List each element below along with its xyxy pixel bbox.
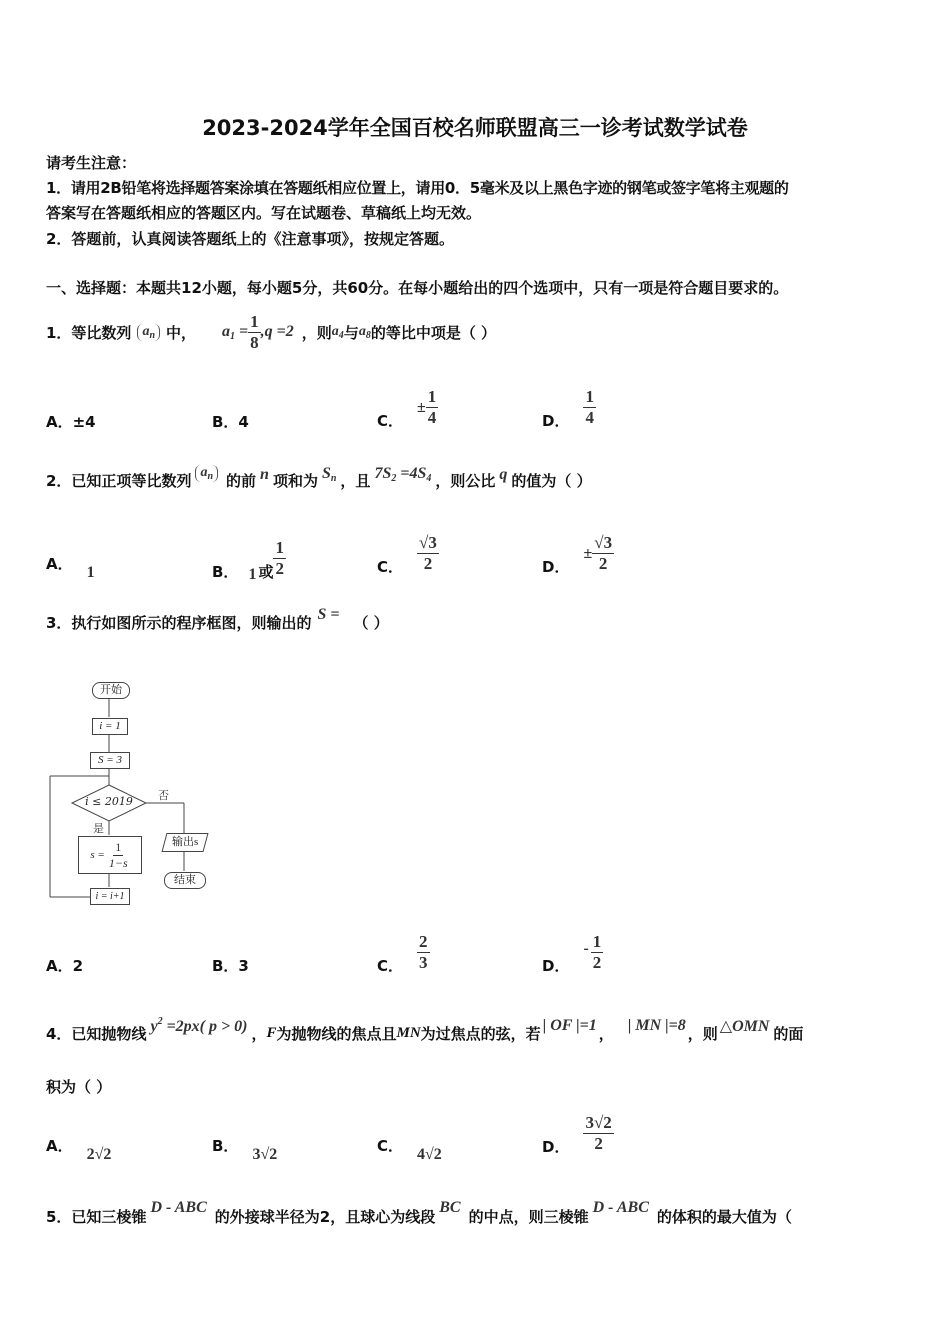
q1-option-c[interactable]: C． ± $\frac{1}{4}$ bbox=[377, 387, 437, 430]
flow-increment: i = i+1 bbox=[90, 888, 130, 905]
q1-a8: $a_8$ bbox=[358, 323, 371, 341]
flow-condition: i ≤ 2019 bbox=[85, 795, 133, 808]
q4-line-2: 积为（ ） bbox=[46, 1078, 112, 1096]
q4-option-c[interactable]: C． 4√2 bbox=[377, 1137, 442, 1163]
question-1 bbox=[46, 313, 496, 352]
q4-mn: | MN |=8 bbox=[627, 1016, 686, 1034]
notice-heading: 请考生注意： bbox=[46, 154, 137, 172]
q2-pre: 2．已知正项等比数列 bbox=[46, 472, 192, 490]
question-3: 3．执行如图所示的程序框图，则输出的 S = （ ） bbox=[46, 605, 389, 632]
q1-option-a[interactable]: A．±4 bbox=[46, 413, 96, 431]
flowchart bbox=[40, 675, 220, 910]
q3-option-d[interactable]: D． - $\frac{1}{2}$ bbox=[542, 932, 602, 975]
flow-no-label: 否 bbox=[158, 789, 169, 802]
q3-option-a[interactable]: A．2 bbox=[46, 957, 84, 975]
question-5: 5．已知三棱锥 D - ABC 的外接球半径为2，且球心为线段 BC 的中点，则三棱锥 D - ABC 的体积的最大值为（ bbox=[46, 1198, 792, 1226]
q5-pyramid-1: D - ABC bbox=[150, 1198, 207, 1216]
q2-S: $S_n$ bbox=[321, 465, 337, 484]
flow-assign: s = $\frac{1}{1-s}$ bbox=[78, 836, 142, 874]
q2-option-c[interactable]: C． $\frac{√3}{2}$ bbox=[377, 533, 437, 576]
flow-start: 开始 bbox=[92, 682, 130, 699]
q2-option-a[interactable]: A． 1 bbox=[46, 555, 95, 581]
q1-pre: 1．等比数列 bbox=[46, 323, 132, 342]
flow-output: 输出s bbox=[161, 833, 208, 852]
q1-option-b[interactable]: B．4 bbox=[212, 413, 249, 431]
q4-option-a[interactable]: A． 2√2 bbox=[46, 1137, 112, 1163]
q2-sequence: $a_n$ bbox=[195, 465, 218, 482]
q2-option-b[interactable]: B． 1 或 $\frac{1}{2}$ bbox=[212, 537, 284, 583]
question-4: 4．已知抛物线 $y^2 =2px$( p > 0) ， F 为抛物线的焦点且 MN 为过焦点的弦，若 | OF |=1 ， | MN |=8 ，则 △OMN 的面 bbox=[46, 1015, 804, 1043]
flow-init-i: i = 1 bbox=[92, 718, 128, 735]
q2-q: q bbox=[499, 465, 508, 483]
q1-post3: 的等比中项是（ ） bbox=[370, 323, 497, 342]
notice-line-2: 答案写在答题纸相应的答题区内。写在试题卷、草稿纸上均无效。 bbox=[46, 204, 482, 222]
notice-line-1: 1．请用2B铅笔将选择题答案涂填在答题纸相应位置上，请用0．5毫米及以上黑色字迹的钢笔或签字笔将主观题的 bbox=[46, 179, 789, 197]
notice-line-3: 2．答题前，认真阅读答题纸上的《注意事项》，按规定答题。 bbox=[46, 230, 454, 248]
q4-of: | OF |=1 bbox=[542, 1016, 597, 1034]
section-heading: 一、选择题：本题共12小题，每小题5分，共60分。在每小题给出的四个选项中，只有一项是符合题目要求的。 bbox=[46, 279, 789, 297]
q2-option-d[interactable]: D． ± $\frac{√3}{2}$ bbox=[542, 533, 613, 576]
q5-pyramid-2: D - ABC bbox=[592, 1198, 649, 1216]
q3-option-b[interactable]: B．3 bbox=[212, 957, 249, 975]
q2-equation: $7S_2 =4S_4$ bbox=[374, 465, 432, 484]
flow-end: 结束 bbox=[164, 872, 206, 889]
q1-condition: $a_1$ = $\frac{1}{8}$ ,q =2 bbox=[222, 312, 294, 352]
q1-mid: 中， bbox=[166, 323, 197, 342]
q3-S: S = bbox=[317, 605, 340, 623]
flow-yes-label: 是 bbox=[93, 822, 104, 835]
q1-post1: ，则 bbox=[301, 323, 332, 342]
question-2: 2．已知正项等比数列 $a_n$ 的前 n 项和为 $S_n$ ，且 $7S_2 =4S_4$ ，则公比 q 的值为（ ） bbox=[46, 465, 592, 490]
q1-option-d[interactable]: D． $\frac{1}{4}$ bbox=[542, 387, 594, 430]
q4-parabola: $y^2 =2px$( p > 0) bbox=[150, 1015, 248, 1035]
q4-triangle: △OMN bbox=[719, 1017, 770, 1035]
q3-option-c[interactable]: C． $\frac{2}{3}$ bbox=[377, 932, 428, 975]
q2-n: n bbox=[260, 465, 269, 483]
flow-init-s: S = 3 bbox=[90, 752, 130, 769]
q5-bc: BC bbox=[439, 1198, 461, 1216]
page-title: 2023-2024学年全国百校名师联盟高三一诊考试数学试卷 bbox=[202, 116, 748, 140]
q4-option-d[interactable]: D． $\frac{3√2}{2}$ bbox=[542, 1113, 612, 1156]
q4-option-b[interactable]: B． 3√2 bbox=[212, 1137, 278, 1163]
q1-sequence: $a_n$ bbox=[137, 324, 160, 341]
q1-a4: $a_4$ bbox=[331, 323, 344, 341]
q1-post2: 与 bbox=[343, 323, 359, 342]
